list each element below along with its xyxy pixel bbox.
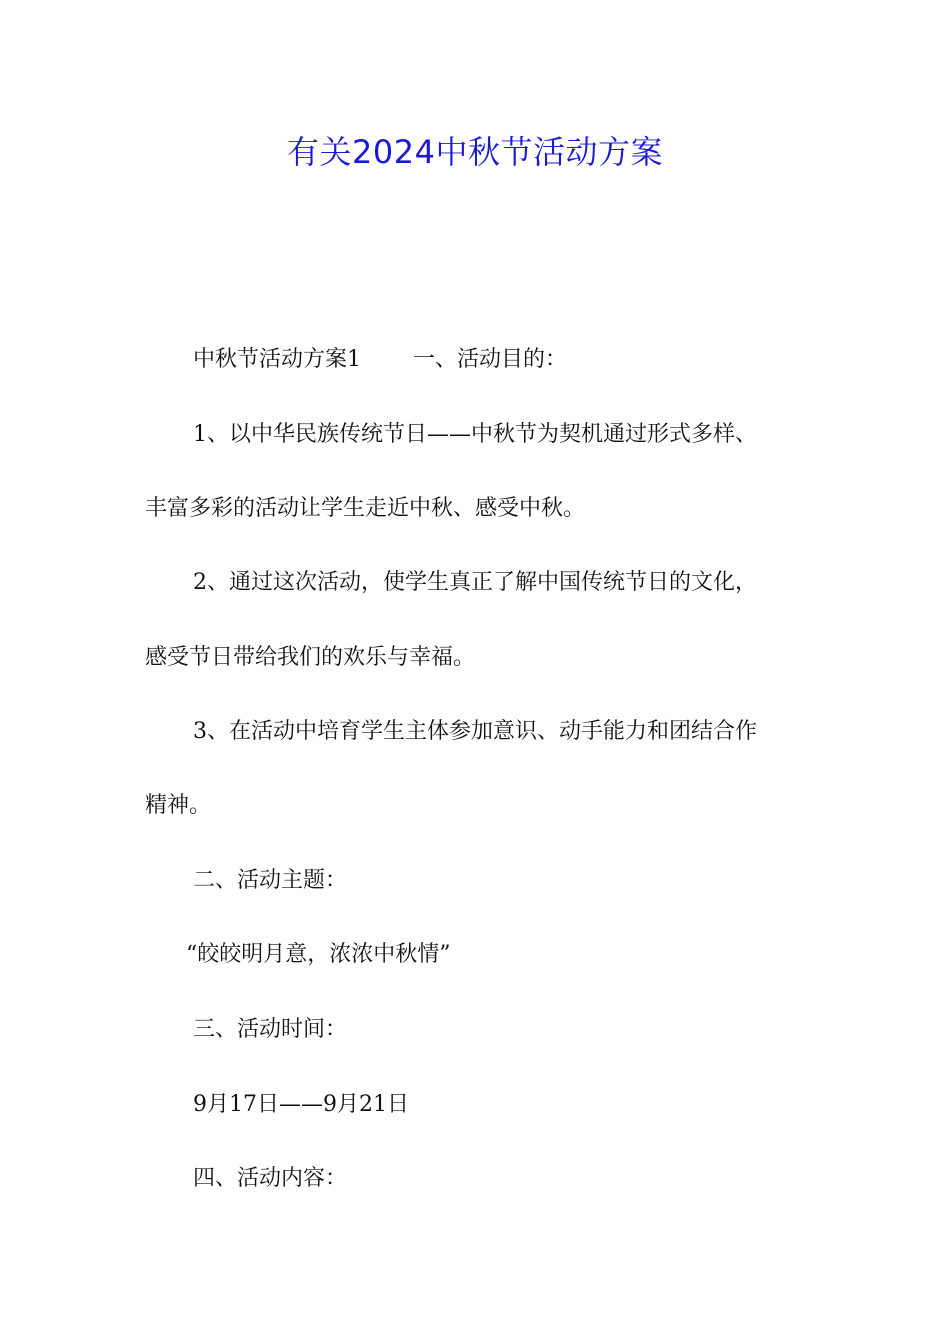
document-title: 有关2024中秋节活动方案 (287, 133, 663, 171)
time-text: 9月17日——9月21日 (193, 1092, 409, 1117)
section-2-heading: 二、活动主题： (193, 868, 348, 893)
goal-1-line-b: 丰富多彩的活动让学生走近中秋、感受中秋。 (145, 496, 586, 521)
section-1-heading: 一、活动目的： (413, 347, 568, 372)
section-3-heading: 三、活动时间： (193, 1017, 348, 1042)
theme-text: “皎皎明月意，浓浓中秋情” (186, 942, 451, 967)
plan-heading: 中秋节活动方案1 (193, 347, 361, 372)
section-4-heading: 四、活动内容： (193, 1166, 348, 1191)
goal-3-line-a: 3、在活动中培育学生主体参加意识、动手能力和团结合作 (193, 719, 757, 744)
paragraph-plan-heading (193, 345, 858, 375)
goal-2-line-b: 感受节日带给我们的欢乐与幸福。 (145, 645, 476, 670)
goal-3-line-b: 精神。 (145, 793, 212, 818)
goal-2-line-a: 2、通过这次活动，使学生真正了解中国传统节日的文化， (193, 570, 757, 595)
goal-1-line-a: 1、以中华民族传统节日——中秋节为契机通过形式多样、 (193, 422, 757, 447)
